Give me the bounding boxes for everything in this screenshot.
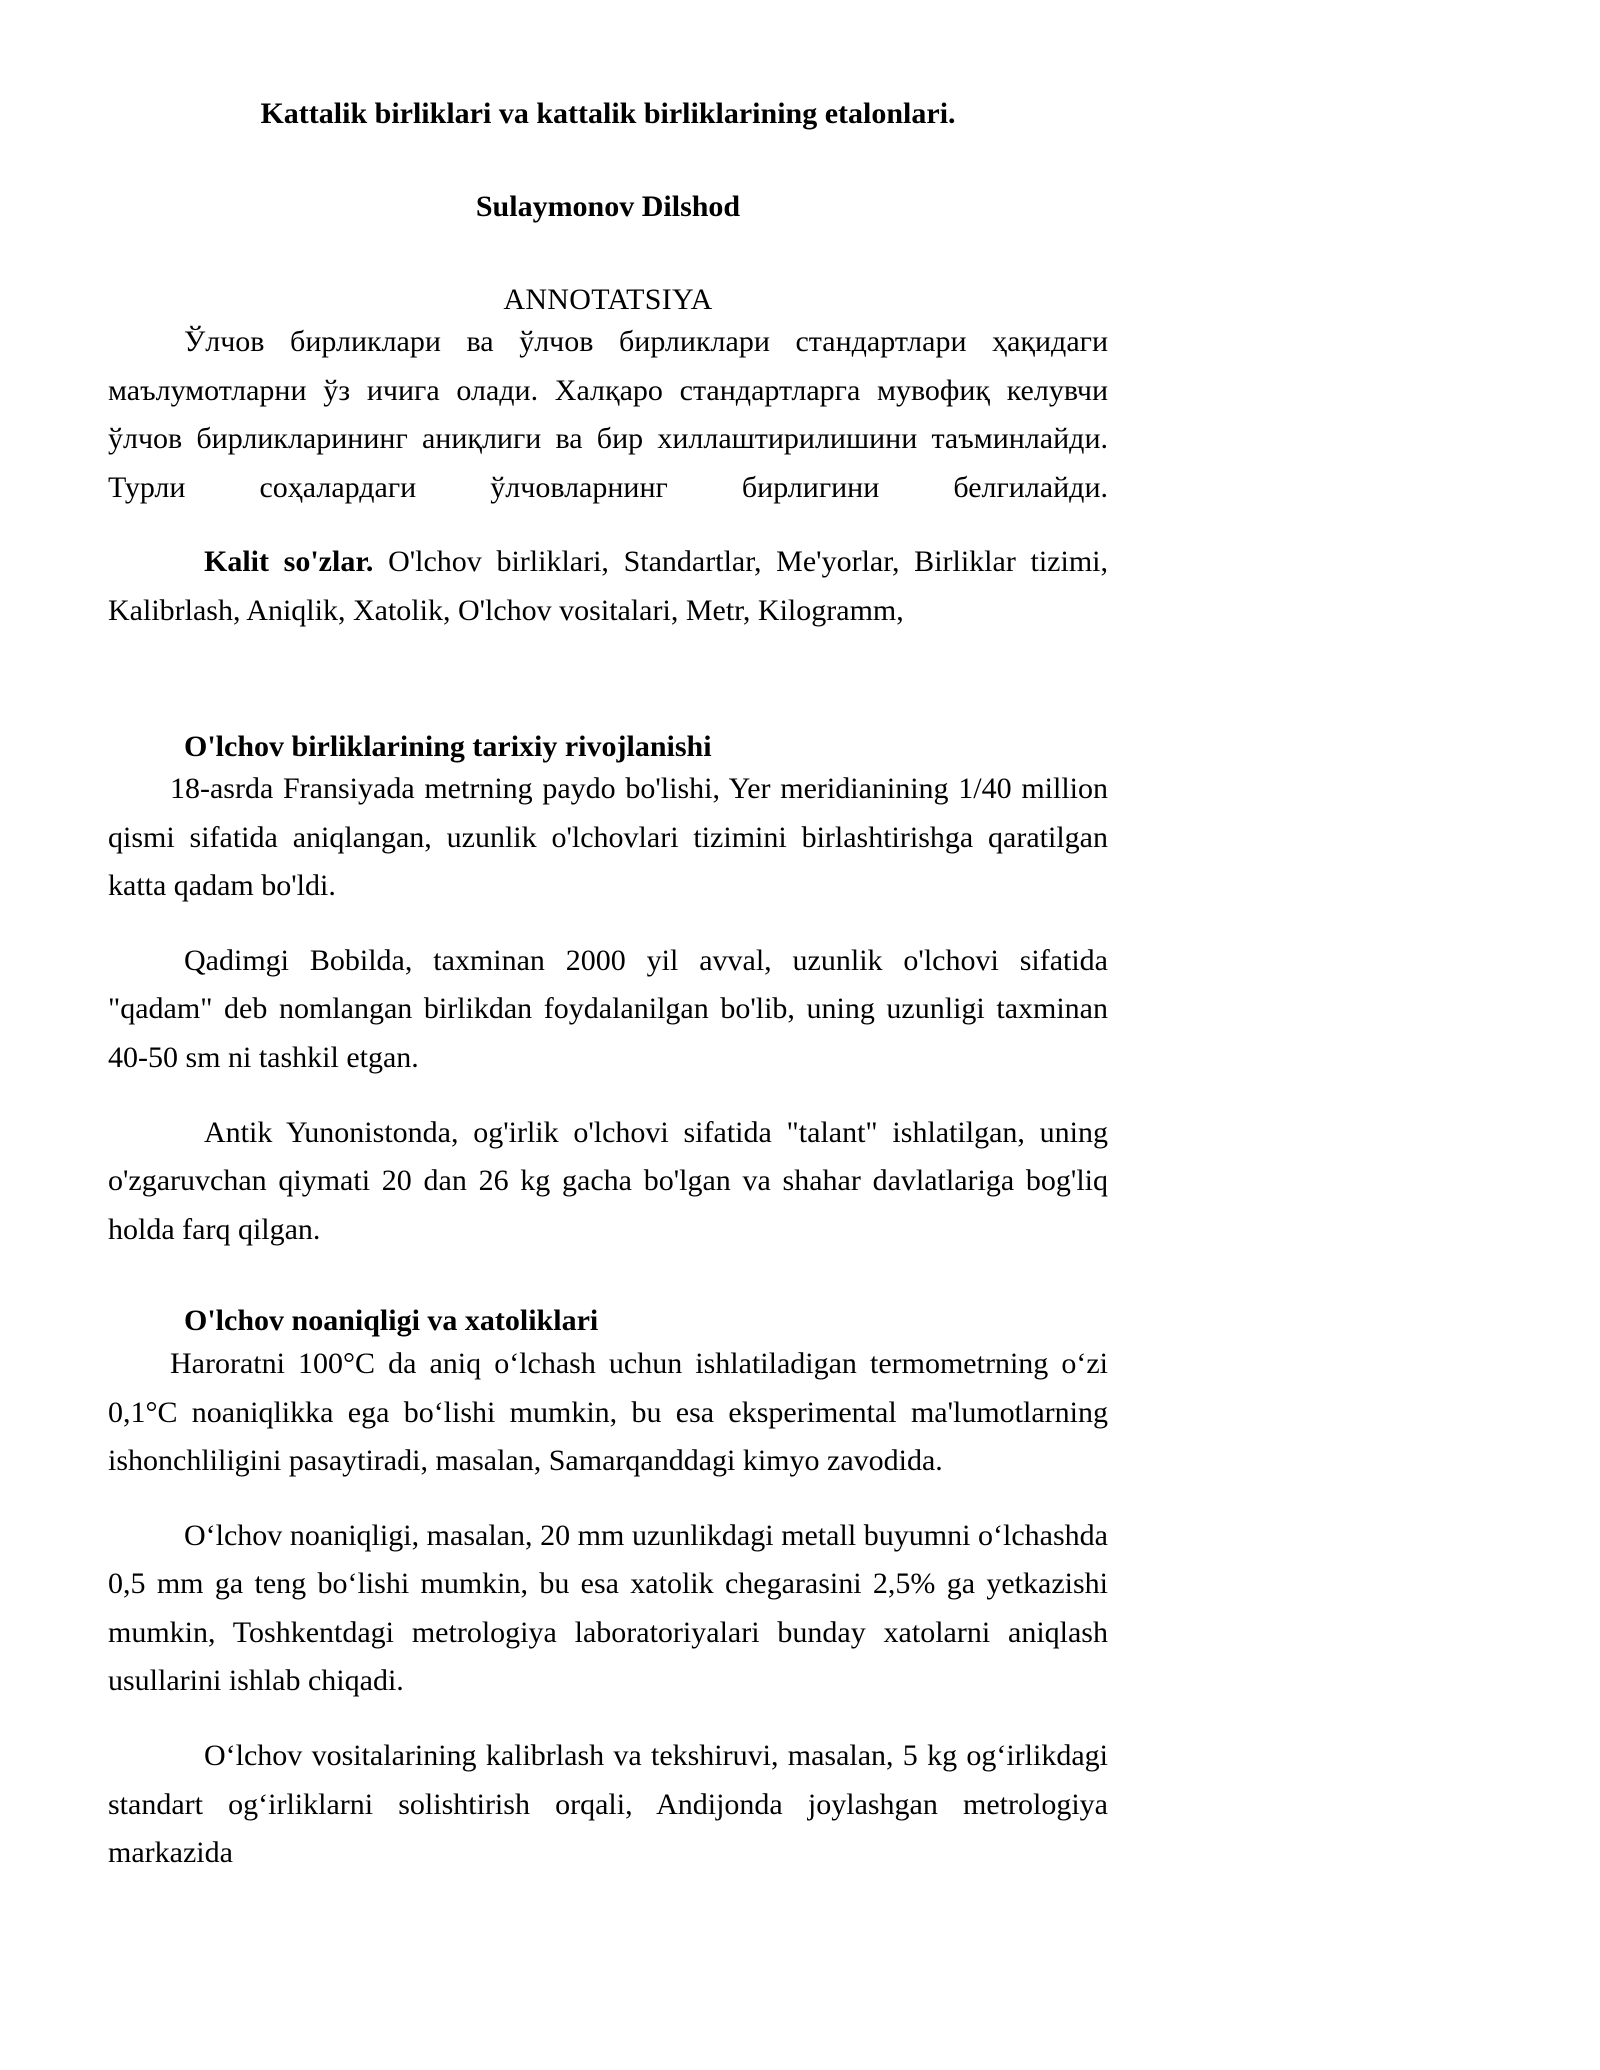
spacer [108, 1083, 1108, 1109]
spacer [108, 636, 1108, 728]
keywords-label: Kalit so'zlar. [204, 545, 374, 579]
spacer [108, 512, 1108, 538]
section-heading-uncertainty: O'lchov noaniqligi va xatoliklari [184, 1304, 599, 1338]
spacer [108, 1486, 1108, 1512]
paragraph-history-3: Antik Yunonistonda, og'irlik o'lchovi sifatida "talant" ishlatilgan, uning o'zgaruvchan qiymati 20 dan 26 kg gacha bo'lgan va shahar davlatlariga bog'liq holda farq qilgan. [108, 1115, 1108, 1246]
author-name: Sulaymonov Dilshod [475, 190, 741, 223]
page-title: Kattalik birliklari va kattalik birliklarining etalonlari. [260, 97, 956, 130]
keywords-list: O'lchov birliklari, Standartlar, Me'yorlar, Birliklar tizimi, Kalibrlash, Aniqlik, Xatolik, O'lchov vositalari, Metr, Kilogramm, [108, 545, 1108, 627]
paragraph-uncertainty-1: Haroratni 100°C da aniq o‘lchash uchun ishlatiladigan termometrning o‘zi 0,1°C noaniqlikka ega bo‘lishi mumkin, bu esa eksperimental ma'lumotlarning ishonchliligini pasaytiradi, masalan, Samarqanddagi kimyo zavodida. [108, 1346, 1108, 1478]
paragraph-uncertainty-3: O‘lchov vositalarining kalibrlash va tekshiruvi, masalan, 5 kg og‘irlikdagi standart og‘irliklarni solishtirish orqali, Andijonda joylashgan metrologiya markazida [108, 1739, 1108, 1870]
spacer [108, 911, 1108, 937]
abstract-heading: ANNOTATSIYA [503, 283, 713, 316]
paragraph-history-2: Qadimgi Bobilda, taxminan 2000 yil avval, uzunlik o'lchovi sifatida "qadam" deb nomlangan birlikdan foydalanilgan bo'lib, uning uzunligi taxminan 40-50 sm ni tashkil etgan. [108, 943, 1108, 1075]
section-heading-history: O'lchov birliklarining tarixiy rivojlanishi [184, 729, 712, 763]
abstract-paragraph: Ўлчов бирликлари ва ўлчов бирликлари стандартлари ҳақидаги маълумотларни ўз ичига олади. Халқаро стандартларга мувофиқ келувчи ўлчов бирликларининг аниқлиги ва бир хиллаштирилишини таъминлайди. Турли соҳалардаги ўлчовларнинг бирлигини белгилайди. [108, 325, 1108, 504]
page-content [108, 0, 1108, 1878]
keywords-paragraph [108, 538, 1108, 635]
paragraph-history-1: 18-asrda Fransiyada metrning paydo bo'lishi, Yer meridianining 1/40 million qismi sifatida aniqlangan, uzunlik o'lchovlari tizimini birlashtirishga qaratilgan katta qadam bo'ldi. [108, 772, 1108, 903]
spacer [108, 1706, 1108, 1732]
spacer [108, 1254, 1108, 1302]
paragraph-uncertainty-2: O‘lchov noaniqligi, masalan, 20 mm uzunlikdagi metall buyumni o‘lchashda 0,5 mm ga teng bo‘lishi mumkin, bu esa xatolik chegarasini 2,5% ga yetkazishi mumkin, Toshkentdagi metrologiya laboratoriyalari bunday xatolarni aniqlash usullarini ishlab chiqadi. [108, 1518, 1108, 1698]
